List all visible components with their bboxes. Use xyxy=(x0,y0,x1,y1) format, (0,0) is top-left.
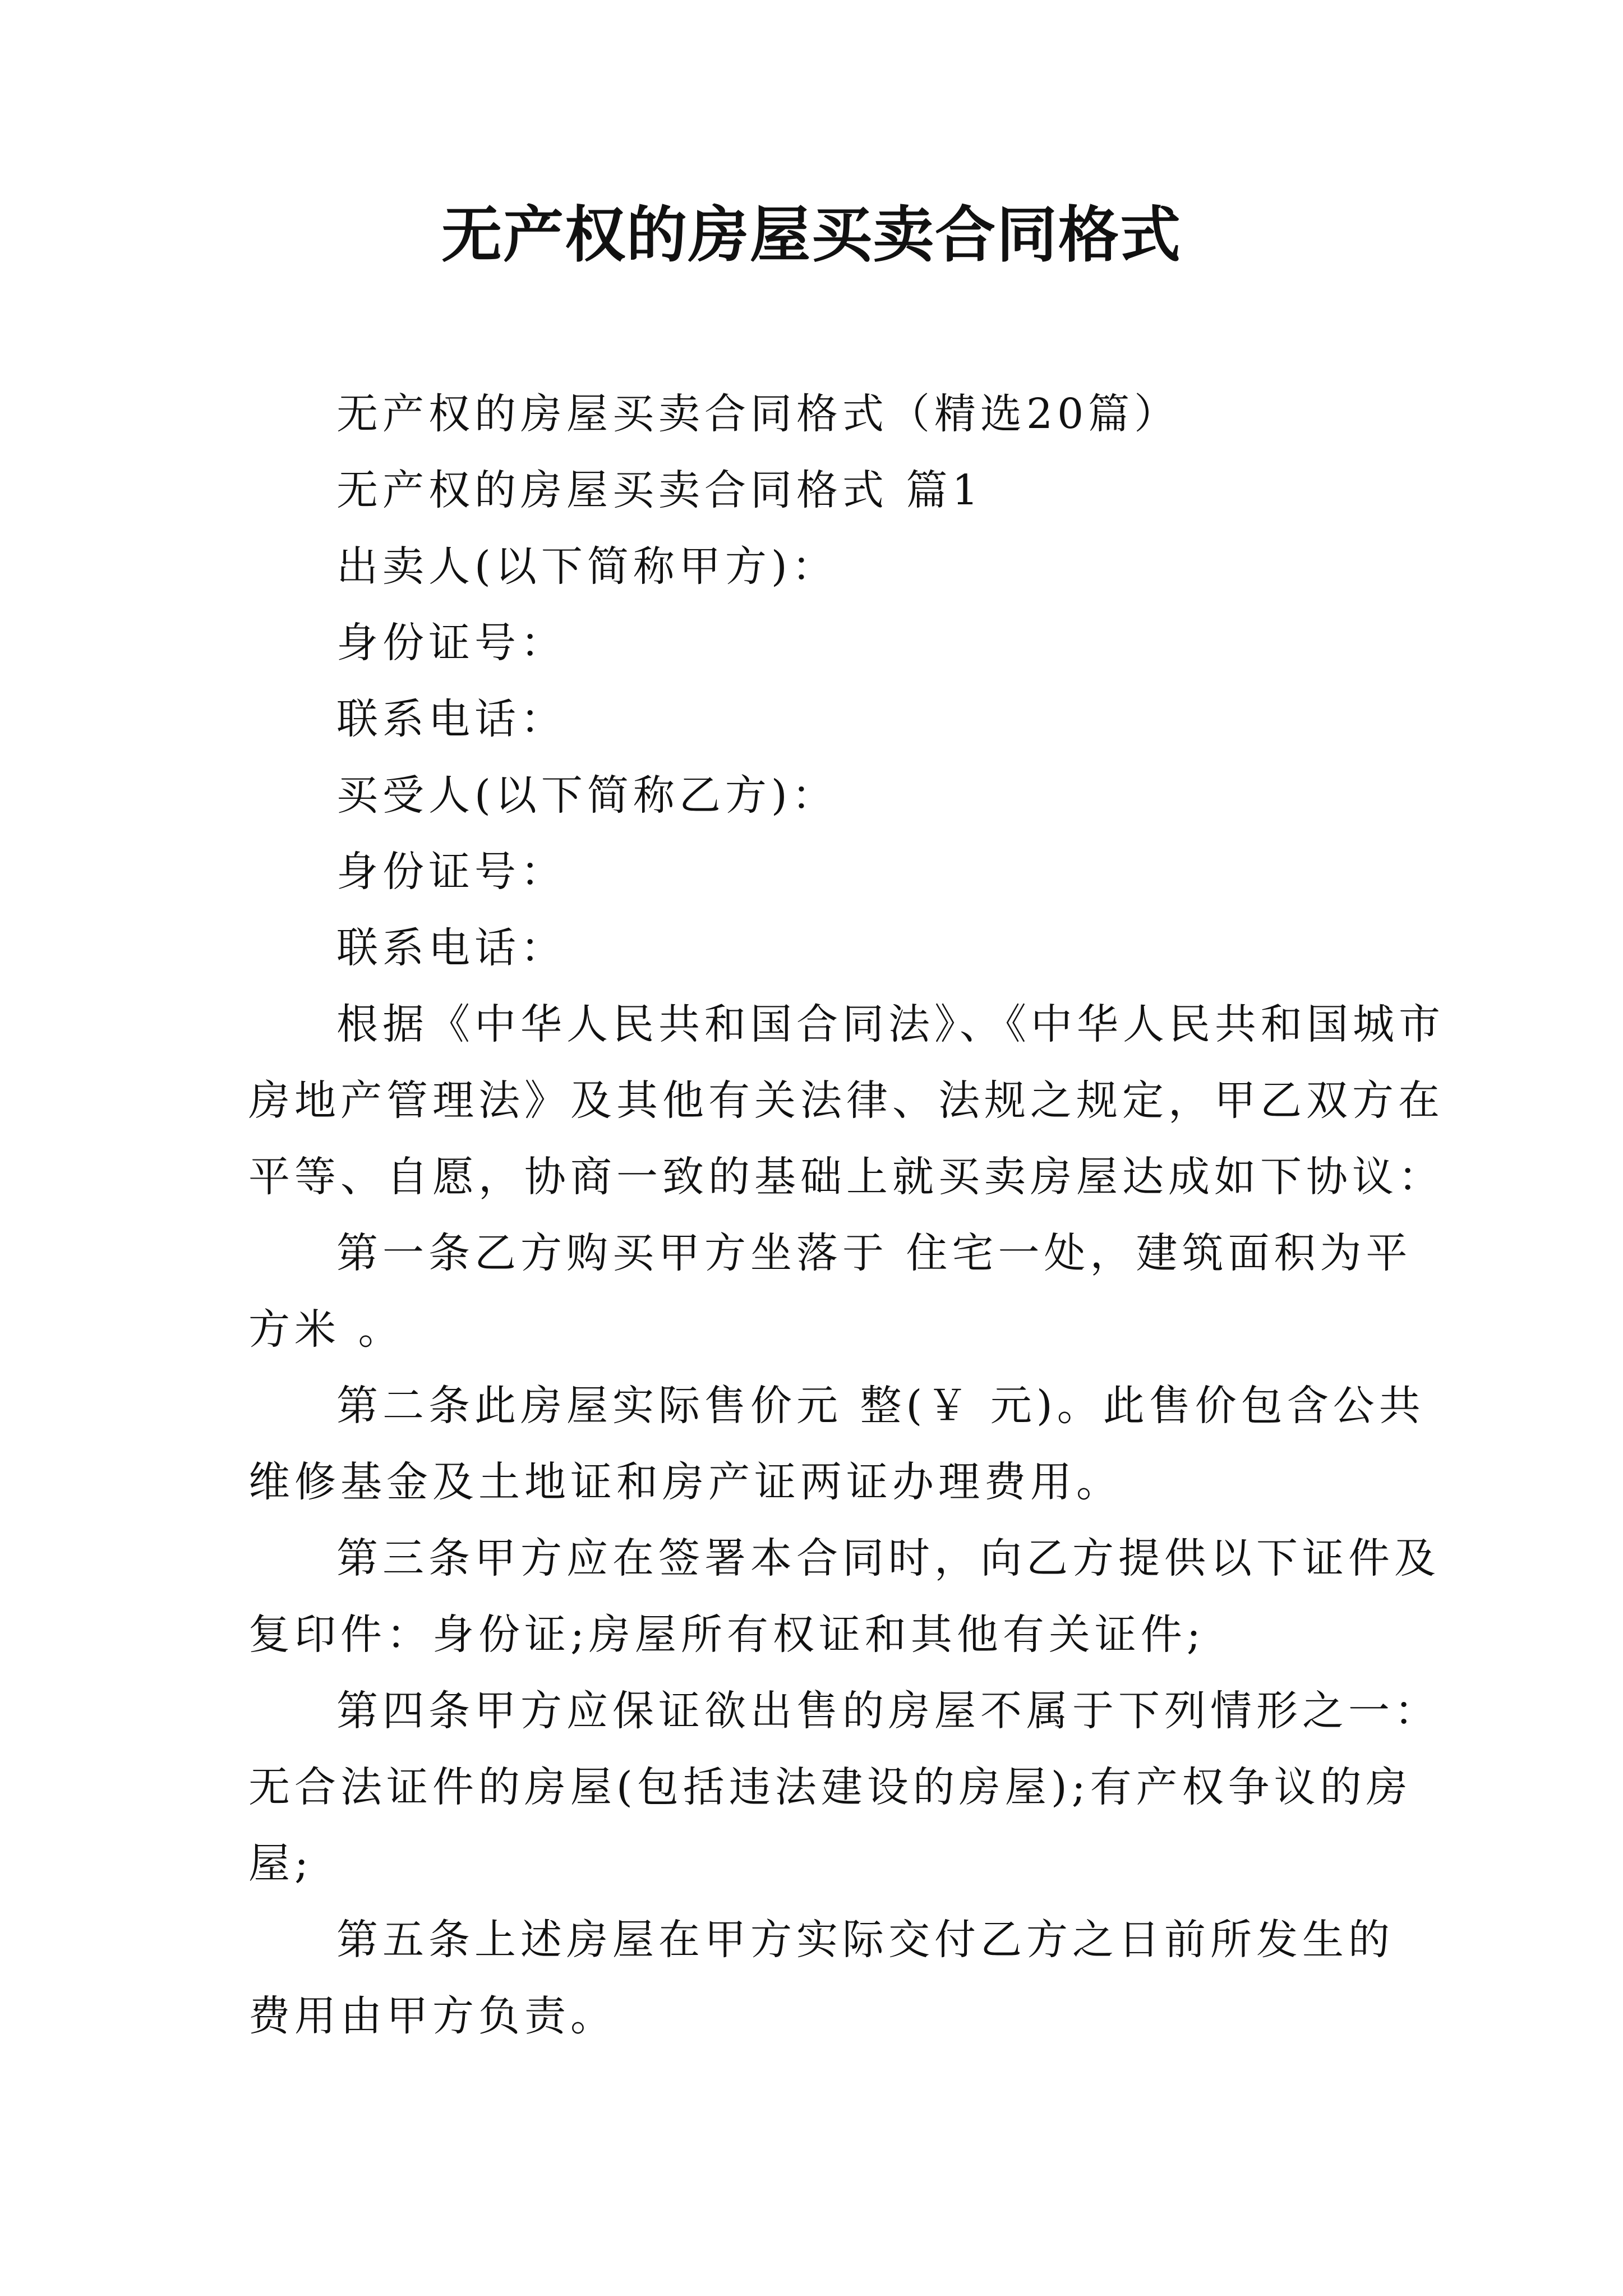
article-3-line: 第三条甲方应在签署本合同时，向乙方提供以下证件及 xyxy=(336,1534,1440,1582)
preamble-line: 根据《中华人民共和国合同法》、《中华人民共和国城市 xyxy=(336,1000,1445,1048)
article-4-line: 无合法证件的房屋(包括违法建设的房屋);有产权争议的房 xyxy=(248,1763,1412,1811)
seller-phone-label: 联系电话： xyxy=(336,695,566,743)
preamble-line: 房地产管理法》及其他有关法律、法规之规定，甲乙双方在 xyxy=(248,1076,1444,1125)
document-title: 无产权的房屋买卖合同格式 xyxy=(441,200,1182,270)
article-5-line: 费用由甲方负责。 xyxy=(248,1992,616,2040)
document-subtitle: 无产权的房屋买卖合同格式（精选20篇） xyxy=(336,390,1181,438)
buyer-id-label: 身份证号： xyxy=(336,848,566,896)
preamble-line: 平等、自愿，协商一致的基础上就买卖房屋达成如下协议： xyxy=(248,1153,1444,1201)
article-1-line: 第一条乙方购买甲方坐落于 住宅一处，建筑面积为平 xyxy=(336,1229,1412,1277)
buyer-phone-label: 联系电话： xyxy=(336,924,566,972)
article-4-line: 第四条甲方应保证欲出售的房屋不属于下列情形之一： xyxy=(336,1687,1440,1735)
seller-id-label: 身份证号： xyxy=(336,619,566,667)
section-heading: 无产权的房屋买卖合同格式 篇1 xyxy=(336,466,983,514)
article-5-line: 第五条上述房屋在甲方实际交付乙方之日前所发生的 xyxy=(336,1916,1394,1964)
article-1-line: 方米 。 xyxy=(248,1305,404,1354)
article-2-line: 第二条此房屋实际售价元 整(￥ 元)。此售价包含公共 xyxy=(336,1382,1425,1430)
buyer-label: 买受人(以下简称乙方)： xyxy=(336,771,838,820)
article-2-line: 维修基金及土地证和房产证两证办理费用。 xyxy=(248,1458,1122,1506)
article-3-line: 复印件：身份证;房屋所有权证和其他有关证件; xyxy=(248,1611,1205,1659)
seller-label: 出卖人(以下简称甲方)： xyxy=(336,542,838,591)
document-body xyxy=(248,376,1445,2054)
article-4-line: 屋; xyxy=(248,1839,313,1888)
